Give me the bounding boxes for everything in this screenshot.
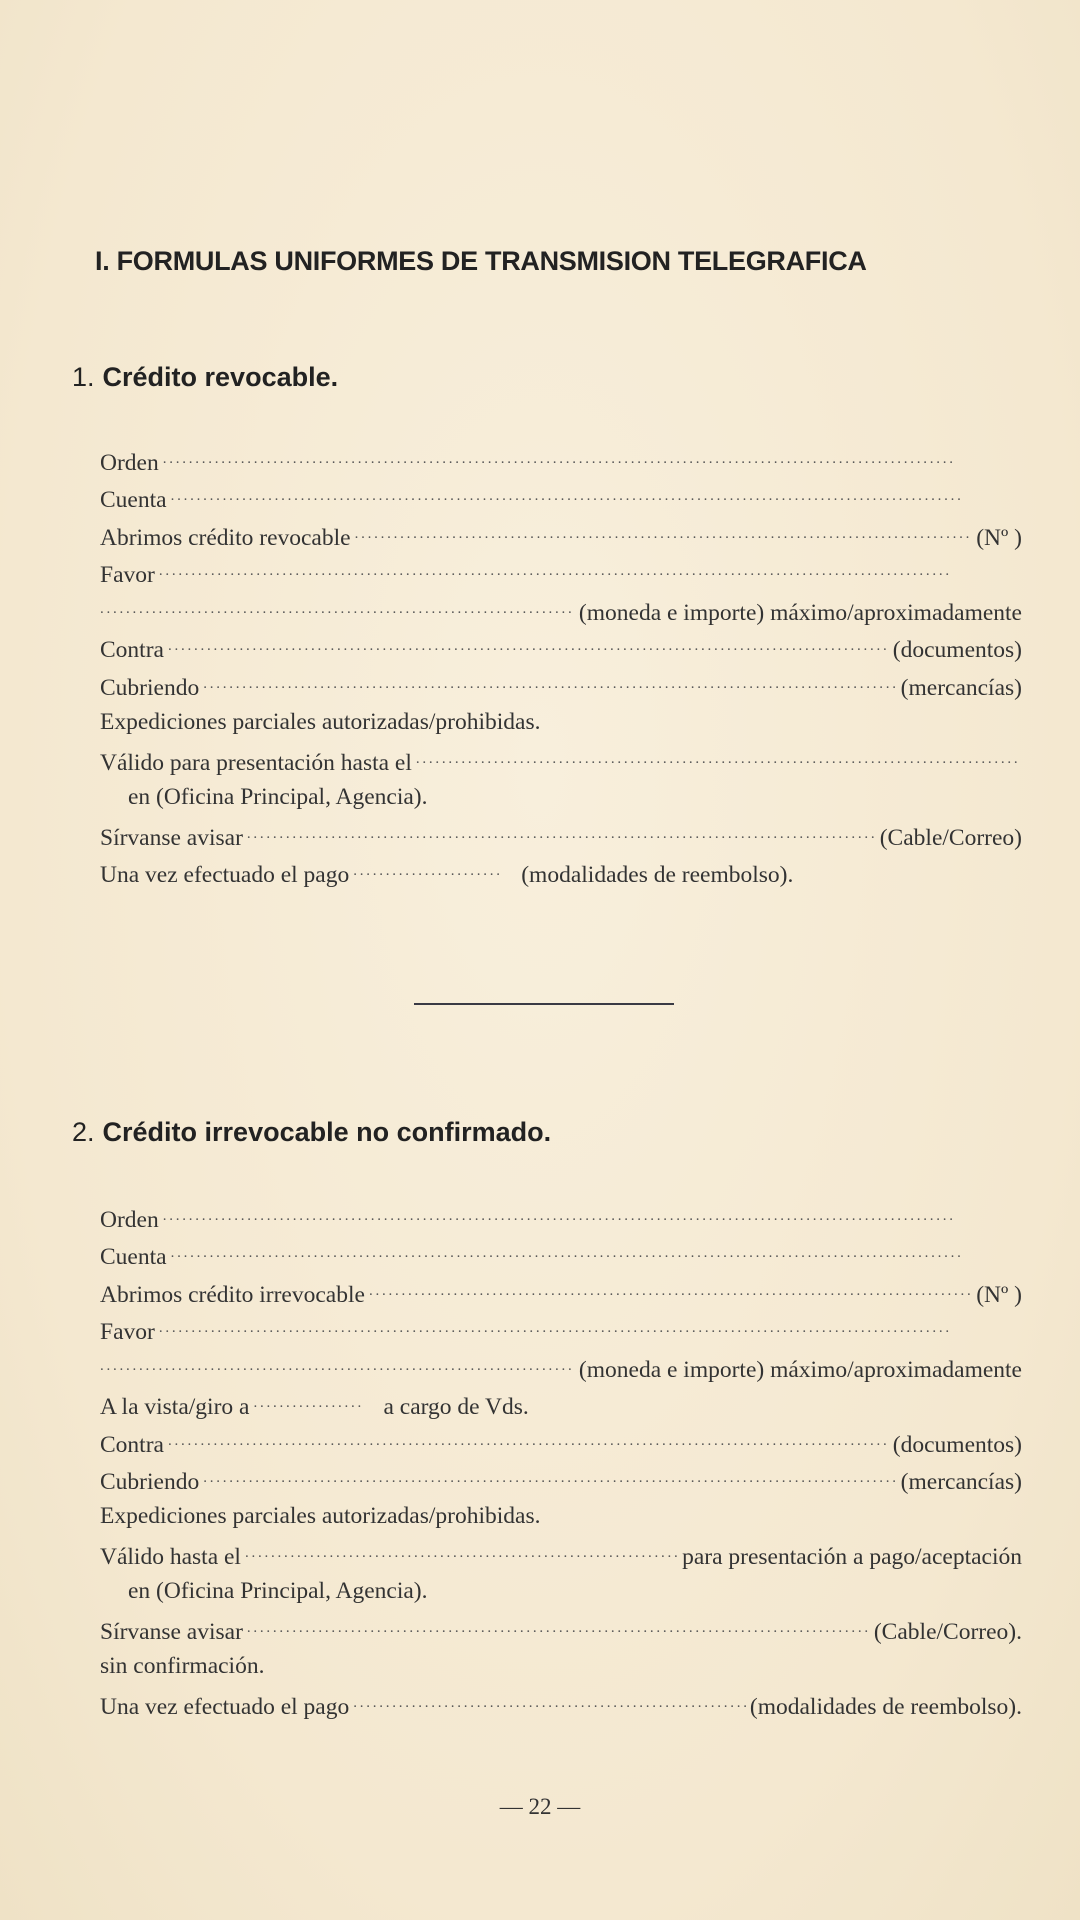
section-divider (414, 1003, 674, 1005)
form-line-moneda (100, 1353, 1022, 1391)
suffix-moneda: (moneda e importe) máximo/aproximadamente (578, 1356, 1022, 1383)
suffix-cable-correo: (Cable/Correo) (879, 824, 1022, 851)
section-2-title: Crédito irrevocable no confirmado. (102, 1117, 552, 1147)
page-number: — 22 — (499, 1794, 581, 1819)
label-expediciones: Expediciones parciales autorizadas/prohibidas. (100, 1503, 541, 1529)
section-2-form (100, 1203, 1022, 1728)
form-line-orden (100, 1203, 1022, 1241)
label-vista: A la vista/giro a (100, 1394, 250, 1420)
section-2-number: 2. (72, 1117, 95, 1147)
fill-dots (353, 1691, 746, 1715)
section-1-heading (72, 362, 338, 393)
suffix-reembolso: (modalidades de reembolso). (521, 862, 794, 888)
fill-dots (245, 1541, 678, 1565)
label-orden: Orden (100, 1206, 159, 1233)
label-orden: Orden (100, 449, 159, 476)
form-line-cuenta (100, 484, 1022, 522)
fill-dots (163, 1203, 1018, 1227)
fill-dots (100, 596, 575, 620)
label-oficina: en (Oficina Principal, Agencia). (128, 783, 428, 810)
fill-dots (100, 1353, 575, 1377)
suffix-documentos: (documentos) (892, 637, 1022, 663)
fill-dots (171, 1241, 1018, 1265)
suffix-numero: (Nº ) (976, 524, 1022, 551)
form-line-moneda (100, 596, 1022, 634)
suffix-numero: (Nº ) (976, 1281, 1022, 1308)
section-1-title: Crédito revocable. (102, 362, 339, 392)
form-line-valido (100, 1541, 1022, 1579)
label-contra: Contra (100, 637, 164, 663)
label-cuenta: Cuenta (100, 1244, 167, 1270)
suffix-mercancias: (mercancías) (900, 1469, 1022, 1495)
form-line-abrimos (100, 1278, 1022, 1316)
label-abrimos: Abrimos crédito revocable (100, 524, 351, 551)
fill-dots (353, 859, 503, 883)
label-oficina: en (Oficina Principal, Agencia). (128, 1578, 428, 1604)
label-una-vez: Una vez efectuado el pago (100, 1694, 350, 1720)
fill-dots (168, 1428, 889, 1452)
form-line-una-vez (100, 1691, 1022, 1729)
form-line-cubriendo (100, 1466, 1022, 1504)
label-cuenta: Cuenta (100, 487, 167, 513)
chapter-title: I. FORMULAS UNIFORMES DE TRANSMISION TELEGRAFICA (95, 246, 867, 276)
form-line-sirvanse (100, 1616, 1022, 1654)
suffix-documentos: (documentos) (892, 1431, 1022, 1458)
fill-dots (203, 671, 896, 695)
label-favor: Favor (100, 1319, 155, 1345)
form-line-cubriendo (100, 671, 1022, 709)
form-line-sin-confirmacion (100, 1653, 1022, 1691)
fill-dots (247, 1616, 870, 1640)
suffix-reembolso: (modalidades de reembolso). (749, 1694, 1022, 1720)
label-cubriendo: Cubriendo (100, 674, 200, 701)
fill-dots (355, 521, 973, 545)
fill-dots (159, 559, 1018, 583)
fill-dots (369, 1278, 972, 1302)
fill-dots (247, 821, 876, 845)
label-sirvanse: Sírvanse avisar (100, 1619, 243, 1645)
form-line-vista (100, 1391, 1022, 1429)
form-line-valido (100, 746, 1022, 784)
fill-dots (171, 484, 1018, 508)
suffix-cable-correo: (Cable/Correo). (873, 1619, 1022, 1645)
form-line-contra (100, 634, 1022, 672)
label-valido: Válido para presentación hasta el (100, 749, 412, 776)
form-line-abrimos (100, 521, 1022, 559)
fill-dots (163, 446, 1018, 470)
form-line-expediciones (100, 1503, 1022, 1541)
form-line-una-vez (100, 859, 1022, 897)
form-line-favor (100, 559, 1022, 597)
suffix-presentacion: para presentación a pago/aceptación (682, 1544, 1022, 1570)
suffix-mercancias: (mercancías) (900, 674, 1022, 701)
section-1-number: 1. (72, 362, 95, 392)
label-abrimos: Abrimos crédito irrevocable (100, 1281, 365, 1308)
label-sirvanse: Sírvanse avisar (100, 824, 243, 851)
label-contra: Contra (100, 1431, 164, 1458)
fill-dots (168, 634, 889, 658)
form-line-oficina (100, 1578, 1022, 1616)
label-favor: Favor (100, 562, 155, 588)
form-line-oficina (100, 784, 1022, 822)
fill-dots (253, 1391, 365, 1415)
form-line-contra (100, 1428, 1022, 1466)
label-sin-confirmacion: sin confirmación. (100, 1653, 265, 1679)
label-cubriendo: Cubriendo (100, 1469, 200, 1495)
form-line-expediciones (100, 709, 1022, 747)
suffix-moneda: (moneda e importe) máximo/aproximadamente (578, 599, 1022, 626)
label-valido: Válido hasta el (100, 1544, 241, 1570)
form-line-sirvanse (100, 821, 1022, 859)
form-line-orden (100, 446, 1022, 484)
form-line-cuenta (100, 1241, 1022, 1279)
label-expediciones: Expediciones parciales autorizadas/prohibidas. (100, 708, 541, 735)
section-2-heading (72, 1117, 551, 1148)
fill-dots (416, 746, 1018, 770)
section-1-form (100, 446, 1022, 896)
suffix-cargo: a cargo de Vds. (383, 1394, 529, 1420)
fill-dots (203, 1466, 896, 1490)
label-una-vez: Una vez efectuado el pago (100, 862, 350, 888)
fill-dots (159, 1316, 1018, 1340)
form-line-favor (100, 1316, 1022, 1354)
